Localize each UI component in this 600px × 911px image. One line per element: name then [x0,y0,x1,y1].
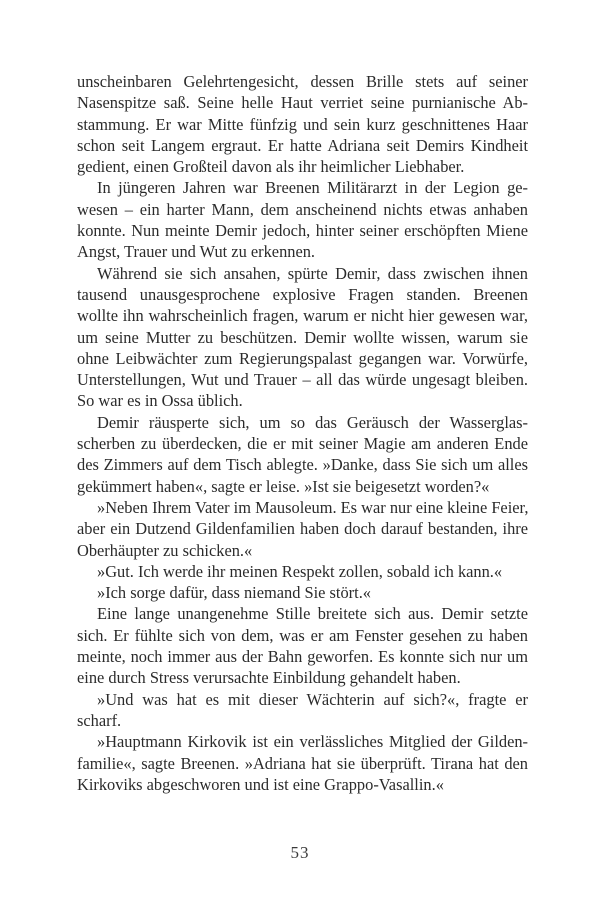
text-line: Oberhäupter zu schicken.« [77,540,253,560]
text-line: »Und was hat es mit dieser Wächterin auf sich?«, fragte er [97,689,528,709]
text-line: familie«, sagte Breenen. »Adriana hat sie überprüft. Tirana hat den [77,753,528,773]
text-line: wesen – ein harter Mann, dem anscheinend nichts etwas anhaben [77,199,528,219]
text-line: scharf. [77,710,122,730]
text-line: In jüngeren Jahren war Breenen Militärarzt in der Legion ge- [97,178,528,198]
text-line: »Neben Ihrem Vater im Mausoleum. Es war nur eine kleine Feier, [97,497,528,517]
text-line: Unterstellungen, Wut und Trauer – all das würde ungesagt bleiben. [77,370,528,390]
text-line: tausend unausgesprochene explosive Fragen standen. Breenen [77,284,528,304]
text-line: um seine Mutter zu beschützen. Demir wollte wissen, warum sie [77,327,528,347]
text-line: So war es in Ossa üblich. [77,391,243,411]
text-line: gedient, einen Großteil davon als ihr heimlicher Liebhaber. [77,157,465,177]
text-line: konnte. Nun meinte Demir jedoch, hinter seiner erschöpften Miene [77,221,528,241]
text-line: »Gut. Ich werde ihr meinen Respekt zollen, sobald ich kann.« [97,561,503,581]
text-line: stammung. Er war Mitte fünfzig und sein kurz geschnittenes Haar [77,114,528,134]
text-line: Kirkoviks abgeschworen und ist eine Grappo-Vasallin.« [77,774,444,794]
text-line: Demir räusperte sich, um so das Geräusch der Wasserglas- [97,412,528,432]
text-line: ohne Leibwächter zum Regierungspalast gegangen war. Vorwürfe, [77,348,528,368]
text-line: Eine lange unangenehme Stille breitete sich aus. Demir setzte [97,604,528,624]
text-line: »Ich sorge dafür, dass niemand Sie stört.« [97,583,371,603]
text-line: scherben zu überdecken, die er mit seiner Magie am anderen Ende [77,434,528,454]
text-line: meinte, noch immer aus der Bahn geworfen. Es konnte sich nur um [77,647,528,667]
text-line: unscheinbaren Gelehrtengesicht, dessen Brille stets auf seiner [77,72,528,91]
text-line: des Zimmers auf dem Tisch ablegte. »Danke, dass Sie sich um alles [77,455,528,475]
body-text [77,71,528,795]
page-number: 53 [290,843,310,862]
text-line: Während sie sich ansahen, spürte Demir, dass zwischen ihnen [97,263,528,283]
text-line: wollte ihn wahrscheinlich fragen, warum er nicht hier gewesen war, [77,306,528,326]
text-line: sich. Er fühlte sich von dem, was er am Fenster gesehen zu haben [77,625,528,645]
text-line: »Hauptmann Kirkovik ist ein verlässliches Mitglied der Gilden- [97,732,528,752]
text-line: gekümmert haben«, sagte er leise. »Ist sie beigesetzt worden?« [77,476,490,496]
text-line: aber ein Dutzend Gildenfamilien haben doch darauf bestanden, ihre [77,519,528,539]
text-line: eine durch Stress verursachte Einbildung gehandelt haben. [77,668,461,688]
text-line: schon seit Langem ergraut. Er hatte Adriana seit Demirs Kindheit [77,135,528,155]
text-line: Angst, Trauer und Wut zu erkennen. [77,242,316,262]
text-line: Nasenspitze saß. Seine helle Haut verriet seine purnianische Ab- [77,93,528,113]
